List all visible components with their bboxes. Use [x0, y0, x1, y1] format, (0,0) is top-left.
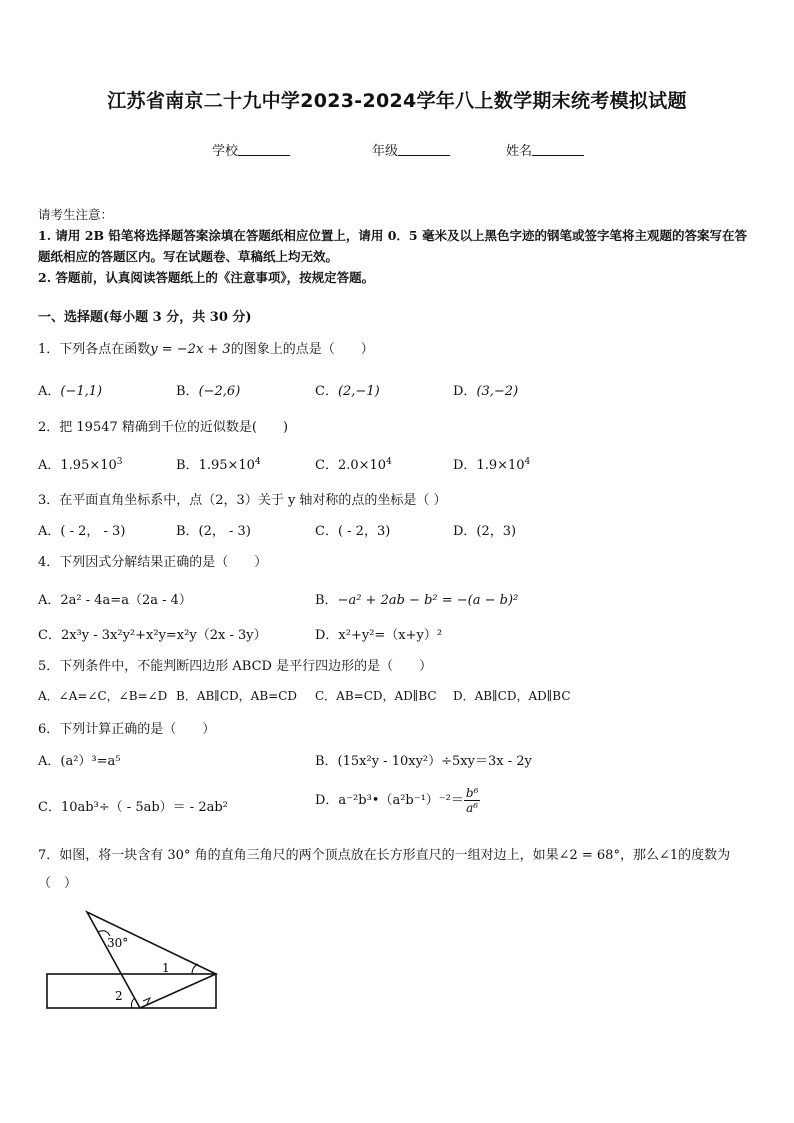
q6-fraction-numerator: b⁶ — [465, 786, 479, 800]
grade-field[interactable] — [372, 140, 450, 159]
q2-option-c-base: 2.0×10 — [337, 458, 387, 473]
q2-option-a-letter: A． — [38, 458, 61, 473]
q2-option-c-letter: C． — [315, 458, 338, 473]
school-field[interactable] — [212, 140, 290, 159]
right-angle-mark — [143, 998, 150, 1004]
q5-option-c[interactable]: C．AB=CD，AD∥BC — [315, 689, 437, 703]
q1-stem-b: 的图象上的点是（ ） — [230, 342, 374, 357]
q2-option-d-letter: D． — [453, 458, 477, 473]
q2-option-a-base: 1.95×10 — [60, 458, 117, 473]
q2-option-b-exp: 4 — [254, 457, 261, 467]
question-4-stem: 4．下列因式分解结果正确的是（ ） — [38, 555, 268, 570]
q7-triangle-ruler-figure — [44, 906, 234, 1010]
q3-option-c[interactable]: C．( - 2，3) — [315, 524, 391, 539]
notice-heading: 请考生注意： — [38, 207, 114, 222]
question-6-stem: 6．下列计算正确的是（ ） — [38, 722, 216, 737]
q4-option-b-expr: −a² + 2ab − b² = −(a − b)² — [337, 593, 519, 608]
q1-option-d-value: (3,−2) — [476, 384, 519, 399]
q4-option-c[interactable]: C．2x³y - 3x²y²+x²y=x²y（2x - 3y） — [38, 628, 267, 643]
q1-option-a[interactable] — [38, 380, 102, 399]
grade-blank[interactable] — [398, 143, 450, 156]
school-label: 学校 — [212, 144, 239, 159]
q1-option-d-letter: D． — [453, 384, 477, 399]
notice-item-2: 2. 答题前，认真阅读答题纸上的《注意事项》，按规定答题。 — [38, 270, 375, 285]
q4-option-d[interactable]: D．x²+y²=（x+y）² — [315, 628, 443, 643]
school-blank[interactable] — [238, 143, 290, 156]
q6-fraction-denominator: a⁶ — [466, 801, 479, 815]
q3-option-a[interactable]: A．( - 2， - 3) — [38, 524, 126, 539]
q4-option-b[interactable] — [315, 589, 518, 608]
name-blank[interactable] — [532, 143, 584, 156]
angle-30-label: 30° — [107, 936, 129, 950]
q3-option-d[interactable]: D．(2，3) — [453, 524, 517, 539]
q6-option-d-fraction — [464, 786, 481, 815]
q1-option-b-value: (−2,6) — [198, 384, 241, 399]
q5-option-a[interactable]: A．∠A=∠C，∠B=∠D — [38, 689, 168, 703]
q1-option-d[interactable] — [453, 380, 518, 399]
angle-2-label: 2 — [115, 989, 123, 1003]
q5-option-b[interactable]: B．AB∥CD，AB=CD — [176, 689, 297, 703]
q6-option-d-expr: D．a⁻²b³•（a²b⁻¹）⁻²＝ — [315, 793, 464, 808]
q1-option-c-value: (2,−1) — [337, 384, 380, 399]
q2-option-d[interactable] — [453, 454, 530, 473]
q5-option-d[interactable]: D．AB∥CD，AD∥BC — [453, 689, 571, 703]
q2-option-d-base: 1.9×10 — [476, 458, 525, 473]
notice-block — [38, 204, 758, 288]
q1-option-c[interactable] — [315, 380, 380, 399]
section-heading: 一、选择题(每小题 3 分，共 30 分) — [38, 310, 252, 325]
name-field[interactable] — [506, 140, 584, 159]
q2-option-d-exp: 4 — [524, 457, 531, 467]
q2-option-c[interactable] — [315, 454, 392, 473]
name-label: 姓名 — [506, 144, 533, 159]
q1-option-c-letter: C． — [315, 384, 338, 399]
q4-option-a[interactable]: A．2a² - 4a=a（2a - 4） — [38, 593, 192, 608]
question-7-stem: 7．如图，将一块含有 30° 角的直角三角尺的两个顶点放在长方形直尺的一组对边上，如果∠2 = 68°，那么∠1的度数为（ ） — [38, 848, 731, 891]
q2-option-b-letter: B． — [176, 458, 199, 473]
q2-option-c-exp: 4 — [386, 457, 392, 467]
question-1-stem — [38, 338, 374, 357]
q1-option-b[interactable] — [176, 380, 240, 399]
grade-label: 年级 — [372, 144, 399, 159]
q1-option-b-letter: B． — [176, 384, 199, 399]
triangle-ruler — [87, 912, 216, 1008]
question-2-stem: 2．把 19547 精确到千位的近似数是( ) — [38, 420, 289, 435]
angle-1-label: 1 — [162, 961, 170, 975]
q1-option-a-letter: A． — [38, 384, 61, 399]
q2-option-a[interactable] — [38, 454, 123, 473]
q3-option-b[interactable]: B．(2， - 3) — [176, 524, 251, 539]
q4-option-b-letter: B． — [315, 593, 338, 608]
q1-option-a-value: (−1,1) — [60, 384, 103, 399]
q2-option-b[interactable] — [176, 454, 261, 473]
page-title: 江苏省南京二十九中学2023-2024学年八上数学期末统考模拟试题 — [107, 90, 687, 112]
q1-stem-a: 1．下列各点在函数 — [38, 342, 151, 357]
q2-option-b-base: 1.95×10 — [198, 458, 255, 473]
question-3-stem: 3．在平面直角坐标系中，点（2，3）关于 y 轴对称的点的坐标是（ ） — [38, 493, 447, 508]
q6-option-b[interactable]: B．(15x²y - 10xy²）÷5xy＝3x - 2y — [315, 754, 532, 769]
q2-option-a-exp: 3 — [116, 457, 123, 467]
q6-option-d[interactable] — [315, 786, 480, 815]
question-5-stem: 5．下列条件中，不能判断四边形 ABCD 是平行四边形的是（ ） — [38, 659, 433, 674]
notice-item-1: 1. 请用 2B 铅笔将选择题答案涂填在答题纸相应位置上，请用 0．5 毫米及以上黑色字迹的钢笔或签字笔将主观题的答案写在答题纸相应的答题区内。写在试题卷、草稿纸上均无效。 — [38, 228, 747, 264]
q6-option-a[interactable]: A．(a²）³=a⁵ — [38, 754, 121, 769]
q1-function: y = −2x + 3 — [150, 342, 231, 357]
q6-option-c[interactable]: C．10ab³÷（ - 5ab）＝ - 2ab² — [38, 800, 228, 815]
